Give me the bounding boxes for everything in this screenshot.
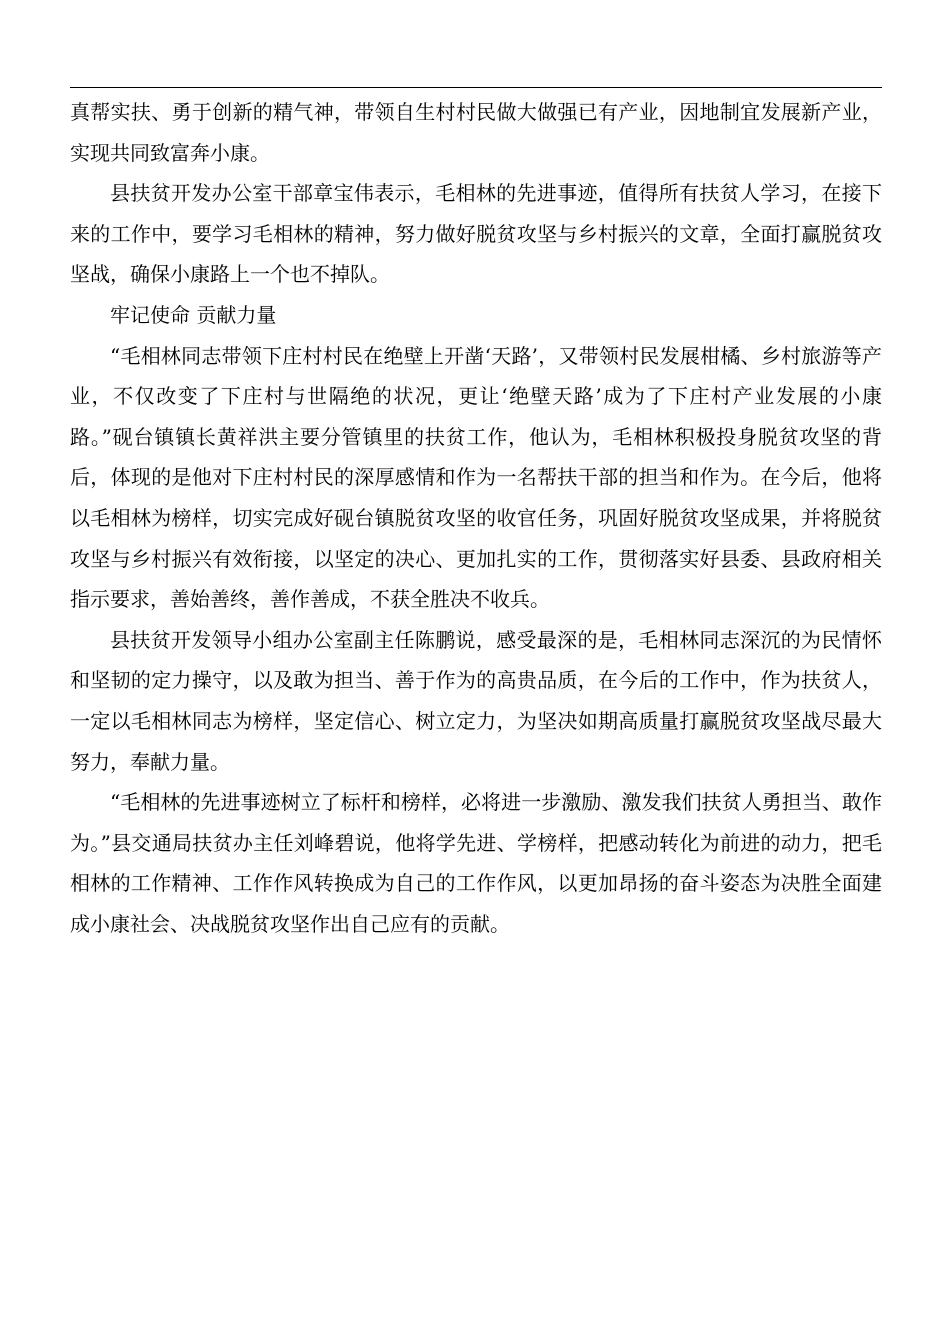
header-rule	[70, 87, 882, 88]
paragraph-continued: 真帮实扶、勇于创新的精气神，带领自生村村民做大做强已有产业，因地制宜发展新产业，实现共同致富奔小康。	[70, 100, 882, 165]
paragraph-huang-xianghong: “毛相林同志带领下庄村村民在绝壁上开凿‘天路’，又带领村民发展柑橘、乡村旅游等产业，不仅改变了下庄村与世隔绝的状况，更让‘绝壁天路’成为了下庄村产业发展的小康路。”砚台镇镇长黄祥洪主要分管镇里的扶贫工作，他认为，毛相林积极投身脱贫攻坚的背后，体现的是他对下庄村村民的深厚感情和作为一名帮扶干部的担当和作为。在今后，他将以毛相林为榜样，切实完成好砚台镇脱贫攻坚的收官任务，巩固好脱贫攻坚成果，并将脱贫攻坚与乡村振兴有效衔接，以坚定的决心、更加扎实的工作，贯彻落实好县委、县政府相关指示要求，善始善终，善作善成，不获全胜决不收兵。	[70, 343, 882, 612]
paragraph-zhang-baowei: 县扶贫开发办公室干部章宝伟表示，毛相林的先进事迹，值得所有扶贫人学习，在接下来的工作中，要学习毛相林的精神，努力做好脱贫攻坚与乡村振兴的文章，全面打赢脱贫攻坚战，确保小康路上一个也不掉队。	[70, 181, 882, 287]
paragraph-liu-fengbi: “毛相林的先进事迹树立了标杆和榜样，必将进一步激励、激发我们扶贫人勇担当、敢作为。”县交通局扶贫办主任刘峰碧说，他将学先进、学榜样，把感动转化为前进的动力，把毛相林的工作精神、工作作风转换成为自己的工作作风，以更加昂扬的奋斗姿态为决胜全面建成小康社会、决战脱贫攻坚作出自己应有的贡献。	[70, 790, 882, 936]
paragraph-chen-peng: 县扶贫开发领导小组办公室副主任陈鹏说，感受最深的是，毛相林同志深沉的为民情怀和坚韧的定力操守，以及敢为担当、善于作为的高贵品质，在今后的工作中，作为扶贫人，一定以毛相林同志为榜样，坚定信心、树立定力，为坚决如期高质量打赢脱贫攻坚战尽最大努力，奉献力量。	[70, 627, 882, 774]
article-body	[70, 92, 882, 944]
section-heading: 牢记使命 贡献力量	[110, 302, 277, 327]
